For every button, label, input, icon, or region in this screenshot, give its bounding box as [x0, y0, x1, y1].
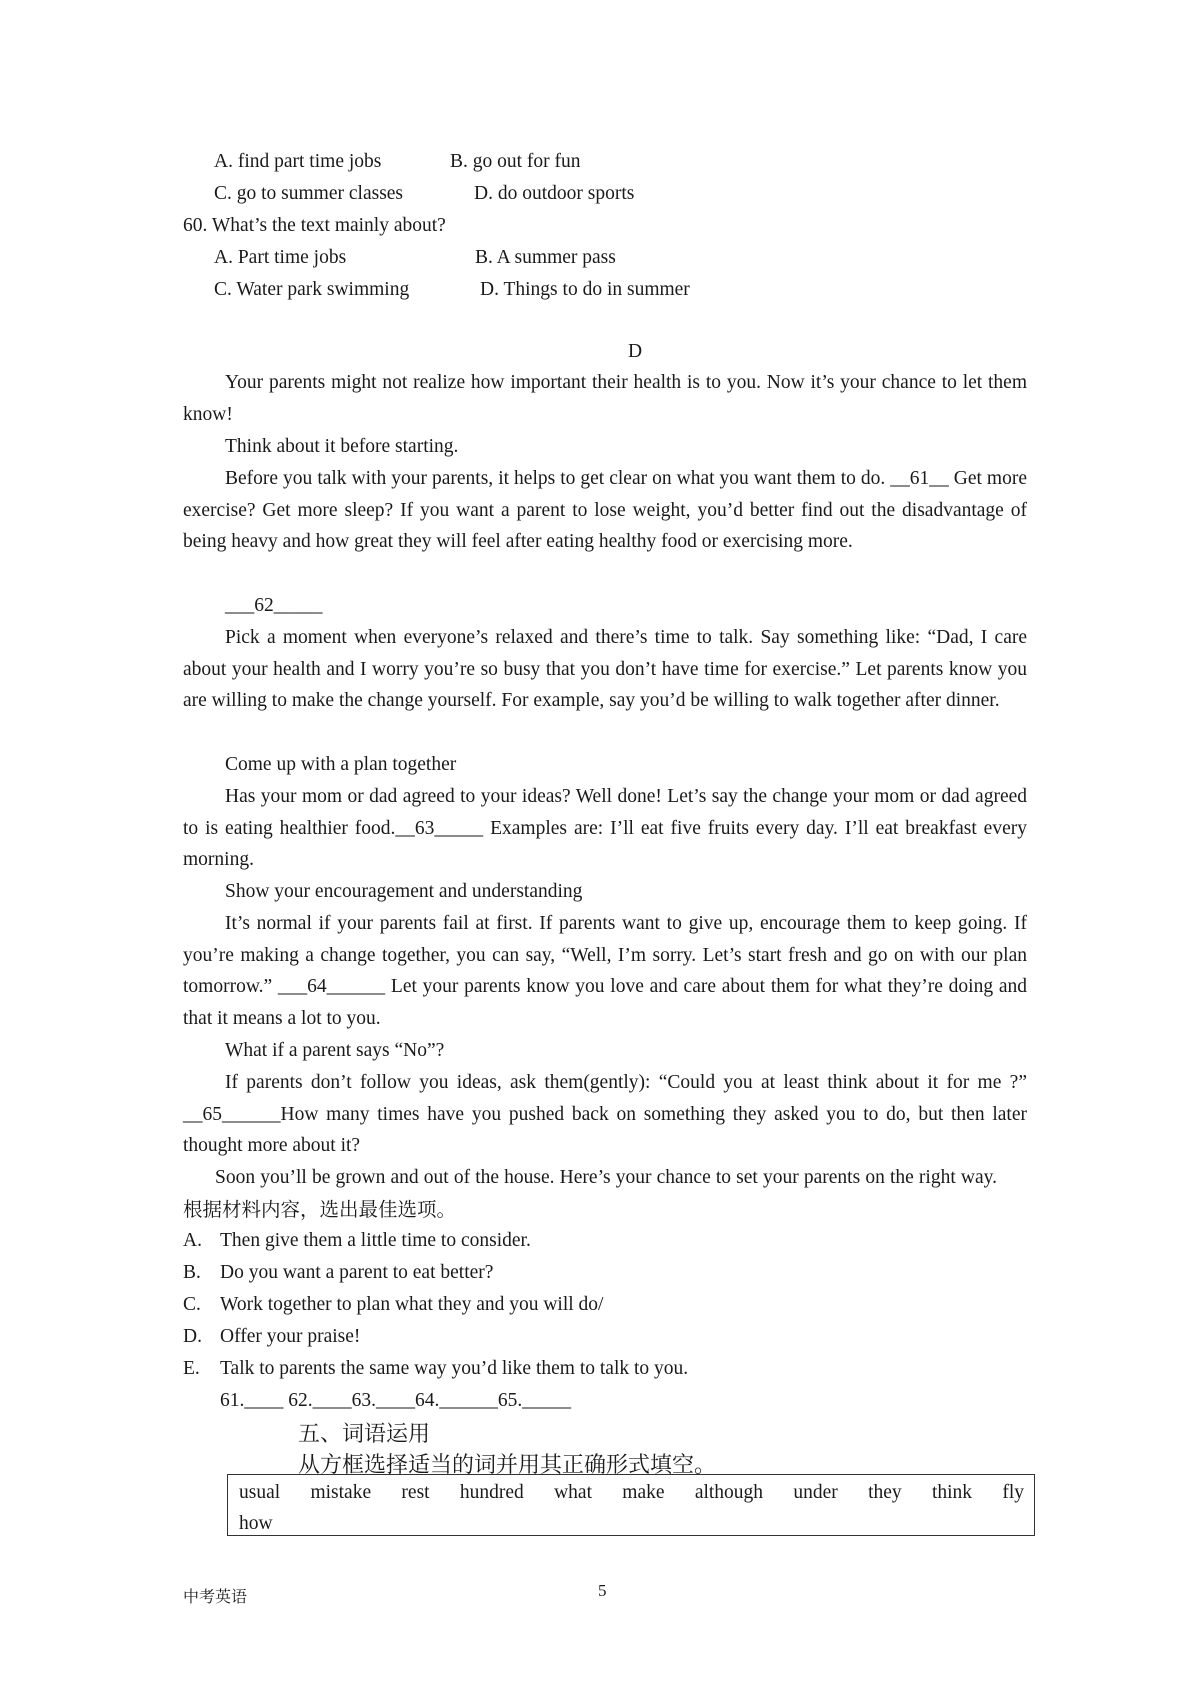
q59-option-b: B. go out for fun	[450, 151, 581, 172]
q60-option-b: B. A summer pass	[475, 247, 616, 268]
word-bank-box	[227, 1474, 1035, 1536]
passage-paragraph-7	[183, 1162, 1027, 1226]
passage-paragraph-4	[183, 781, 1027, 876]
passage-paragraph-3	[183, 622, 1027, 717]
word-bank-word: how	[239, 1513, 273, 1534]
section-d-heading: D	[628, 341, 643, 362]
word-bank-word: under	[793, 1482, 838, 1503]
choice-d-text: Offer your praise!	[220, 1326, 361, 1347]
passage-paragraph-1	[183, 367, 1027, 430]
passage-subheading-5	[183, 1035, 1027, 1067]
passage-subheading-1	[183, 431, 1027, 463]
section5-title: 五、词语运用	[298, 1422, 431, 1447]
passage-subheading-3-text: Come up with a plan together	[225, 754, 457, 775]
q59-option-c: C. go to summer classes	[214, 183, 404, 204]
q60-option-a: A. Part time jobs	[214, 247, 347, 268]
choice-a-text: Then give them a little time to consider.	[220, 1230, 531, 1251]
passage-paragraph-4-text: Has your mom or dad agreed to your ideas? Well done! Let’s say the change your mom or dad agreed to is eating healthier food.__63_____ Examples are: I’ll eat five fruits every day. I’ll eat breakfast every morning.	[183, 786, 1027, 871]
word-bank-word: mistake	[310, 1482, 372, 1503]
passage-subheading-2-text: ___62_____	[225, 595, 323, 616]
word-bank-row-2	[239, 1508, 1024, 1539]
word-bank-word: what	[554, 1482, 592, 1503]
choice-c-letter: C.	[183, 1294, 201, 1315]
passage-subheading-2	[183, 590, 1027, 622]
passage-paragraph-6	[183, 1067, 1027, 1162]
word-bank-word: hundred	[459, 1482, 524, 1503]
passage-subheading-3	[183, 749, 1027, 781]
q60-option-c: C. Water park swimming	[214, 279, 410, 300]
word-bank-word: think	[931, 1482, 973, 1503]
passage-paragraph-2-text: Before you talk with your parents, it helps to get clear on what you want them to do. __61__ Get more exercise? Get more sleep? If you want a parent to lose weight, you’d better find out the disadvantage of being heavy and how great they will feel after eating healthy food or exercising more.	[183, 468, 1027, 553]
choice-e-text: Talk to parents the same way you’d like them to talk to you.	[220, 1358, 689, 1379]
choice-e-letter: E.	[183, 1358, 200, 1379]
section5-instruction: 从方框选择适当的词并用其正确形式填空。	[298, 1453, 717, 1478]
passage-paragraph-3-text: Pick a moment when everyone’s relaxed and there’s time to talk. Say something like: “Dad, I care about your health and I worry you’re so busy that you don’t have time for exercise.” Let parents know you are willing to make the change yourself. For example, say you’d be willing to walk together after dinner.	[183, 627, 1027, 712]
footer-label: 中考英语	[183, 1587, 248, 1606]
word-bank-word: although	[694, 1482, 764, 1503]
choice-d-letter: D.	[183, 1326, 202, 1347]
passage-paragraph-6-text: If parents don’t follow you ideas, ask them(gently): “Could you at least think about it for me ?” __65______How many times have you pushed back on something they asked you to do, but then later thought more about it?	[183, 1072, 1027, 1157]
answer-blanks: 61.____ 62.____63.____64.______65._____	[220, 1390, 571, 1411]
q60-question: 60. What’s the text mainly about?	[183, 215, 446, 236]
passage-subheading-4	[183, 876, 1027, 908]
passage-paragraph-7-text: Soon you’ll be grown and out of the house. Here’s your chance to set your parents on the right way.	[215, 1167, 997, 1188]
q59-option-d: D. do outdoor sports	[474, 183, 635, 204]
word-bank-word: they	[868, 1482, 902, 1503]
passage-paragraph-5-text: It’s normal if your parents fail at first. If parents want to give up, encourage them to keep going. If you’re making a change together, you can say, “Well, I’m sorry. Let’s start fresh and go on with our plan tomorrow.” ___64______ Let your parents know you love and care about them for what they’re doing and that it means a lot to you.	[183, 913, 1027, 1029]
word-bank-word: rest	[401, 1482, 430, 1503]
word-bank-word: make	[622, 1482, 665, 1503]
word-bank-row-1	[239, 1477, 1024, 1508]
choice-b-text: Do you want a parent to eat better?	[220, 1262, 494, 1283]
passage-subheading-4-text: Show your encouragement and understanding	[225, 881, 583, 902]
word-bank-word: usual	[239, 1482, 281, 1503]
passage-paragraph-5	[183, 908, 1027, 1034]
section-d-instruction: 根据材料内容，选出最佳选项。	[183, 1197, 457, 1221]
passage-paragraph-1-text: Your parents might not realize how important their health is to you. Now it’s your chance to let them know!	[183, 372, 1027, 425]
word-bank-word: fly	[1002, 1482, 1024, 1503]
choice-b-letter: B.	[183, 1262, 201, 1283]
q60-option-d: D. Things to do in summer	[480, 279, 690, 300]
q59-option-a: A. find part time jobs	[214, 151, 382, 172]
passage-subheading-1-text: Think about it before starting.	[225, 436, 459, 457]
page-number: 5	[598, 1581, 607, 1600]
choice-a-letter: A.	[183, 1230, 202, 1251]
passage-paragraph-2	[183, 463, 1027, 558]
passage-subheading-5-text: What if a parent says “No”?	[225, 1040, 445, 1061]
choice-c-text: Work together to plan what they and you will do/	[220, 1294, 604, 1315]
